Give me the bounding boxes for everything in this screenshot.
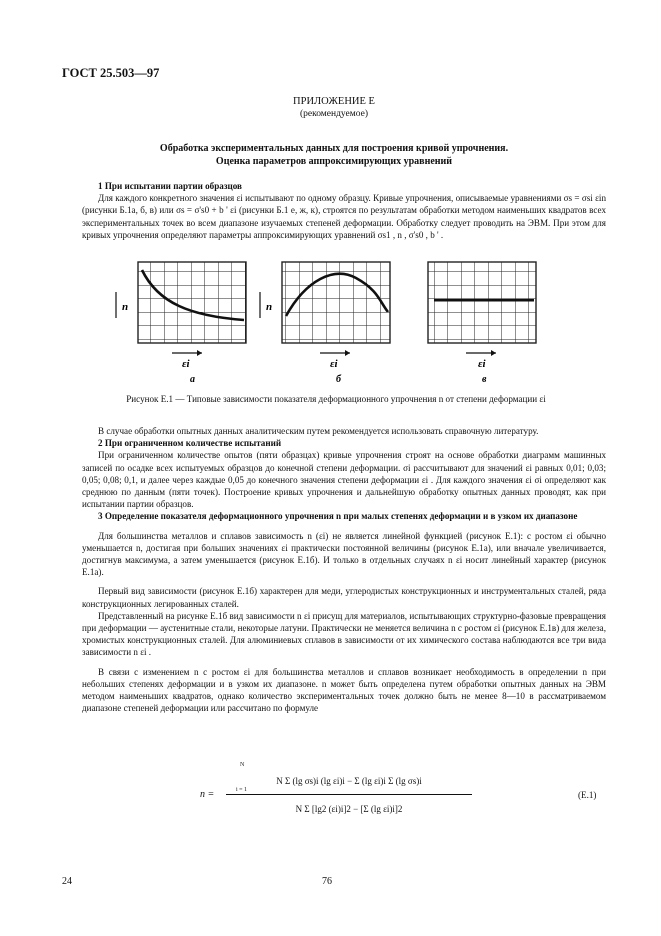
section-1-heading: 1 При испытании партии образцов [98, 181, 242, 191]
section-3-paragraph-3: Представленный на рисунке Е.1б вид зависимости n εi присущ для материалов, испытывающих структурно-фазовые превращения при деформации — аустенитные стали, некоторые латуни. Практически не меняется величина n с ростом εi (рисунок Е.1в) для железа, хромистых конструкционных сталей. Для алюминиевых сплавов в зависимости от их химического состава наблюдаются все три вида зависимости n εi . [82, 610, 606, 658]
section-2-paragraph: При ограниченном количестве опытов (пяти образцах) кривые упрочнения строят на основе обработки диаграмм машинных записей по осадке всех испытуемых образцов до конечной степени деформации. σi рассчитывают для значений εi равных 0,01; 0,03; 0,05; 0,08; 0,1, и далее через каждые 0,05 до конечного значения степени деформации εi . Для каждого значения εi σi определяют как среднюю по данным (пяти точек). Построение кривых упрочнения и дальнейшую обработку опытных данных проводят, как при испытании партии образцов. [82, 450, 606, 510]
section-3-paragraph-2: Первый вид зависимости (рисунок Е.1б) характерен для меди, углеродистых конструкционных и инструментальных сталей, ряда конструкционных легированных сталей. [82, 586, 606, 609]
figure-caption: Рисунок Е.1 — Типовые зависимости показателя деформационного упрочнения n от степени деформации εi [126, 394, 546, 404]
section-1 [82, 180, 606, 241]
axis-x-label-a: εi [182, 358, 190, 370]
axis-y-label-a: n [122, 301, 129, 313]
section-3-heading: 3 Определение показателя деформационного упрочнения n при малых степенях деформации и в узком их диапазоне [98, 511, 578, 522]
section-3-paragraph-1: Для большинства металлов и сплавов зависимость n (εi) не является линейной функцией (рисунок Е.1): с ростом εi обычно уменьшается n, достигая при больших значениях εi практически постоянной величины (рисунок Е.1а), или вначале увеличивается, достигнув максимума, а затем уменьшается (рисунок Е.1б). И только в отдельных случаях n εi носит линейный характер (рисунок Е.1а). [82, 530, 606, 578]
section-2-heading: 2 При ограниченном количестве испытаний [98, 438, 282, 449]
axis-x-label-c: εi [478, 358, 486, 370]
page-number-center: 76 [322, 876, 332, 887]
equation-number: (Е.1) [578, 790, 597, 800]
appendix-heading-line2: Оценка параметров аппроксимирующих уравнений [215, 156, 453, 167]
section-3-paragraph-4: В связи с изменением n с ростом εi для большинства металлов и сплавов возникает необходимость в определении n при небольших степенях деформации и в узком их диапазоне. n может быть определена путем обработки опытных данных на ЭВМ методом наименьших квадратов, однако количество экспериментальных точек должно быть не менее 8—10 в рассматриваемом диапазоне степеней деформации или рассчитано по формуле [82, 666, 606, 714]
figure-e1 [110, 258, 600, 388]
axis-x-label-b: εi [330, 358, 338, 370]
appendix-heading-line1: Обработка экспериментальных данных для построения кривой упрочнения. [159, 143, 509, 154]
figure-panel-b [260, 262, 390, 385]
fraction-bar [226, 794, 472, 795]
figure-panel-a [116, 262, 246, 385]
formula-denominator: N Σ [lg2 (εi)i]2 − [Σ (lg εi)i]2 [295, 804, 403, 814]
page-number-left: 24 [62, 876, 72, 887]
sum-lower-limit: i = 1 [236, 787, 248, 793]
panel-label-c: в [482, 374, 487, 385]
formula-lhs: n = [200, 789, 215, 800]
axis-y-label-b: n [266, 301, 273, 313]
appendix-title: ПРИЛОЖЕНИЕ Е [293, 96, 375, 107]
section-1-paragraph: Для каждого конкретного значения εi испытывают по одному образцу. Кривые упрочнения, описываемые уравнениями σs = σsi εin (рисунки Б.1а, б, в) или σs = σ's0 + b ' εi (рисунки Б.1 е, ж, к), строятся по результатам обработки методом наименьших квадратов всех экспериментальных точек во всем диапазоне изучаемых степеней деформации. Обработку следует проводить на ЭВМ. При этом для кривых упрочнения определяют параметры аппроксимирующих уравнений σs1 , n , σ's0 , b ' . [82, 193, 606, 240]
formula-numerator: N Σ (lg σs)i (lg εi)i − Σ (lg εi)i Σ (lg σs)i [276, 776, 422, 786]
paragraph-after-figure: В случае обработки опытных данных аналитическим путем рекомендуется использовать справочную литературу. [98, 426, 539, 436]
figure-panel-c [428, 262, 536, 385]
panel-label-a: а [190, 374, 195, 385]
sum-upper-limit: N [240, 762, 245, 768]
document-code: ГОСТ 25.503—97 [62, 66, 160, 80]
formula-e1 [200, 762, 480, 832]
main-text [82, 425, 606, 714]
appendix-subtitle: (рекомендуемое) [299, 109, 369, 119]
panel-label-b: б [336, 374, 341, 385]
